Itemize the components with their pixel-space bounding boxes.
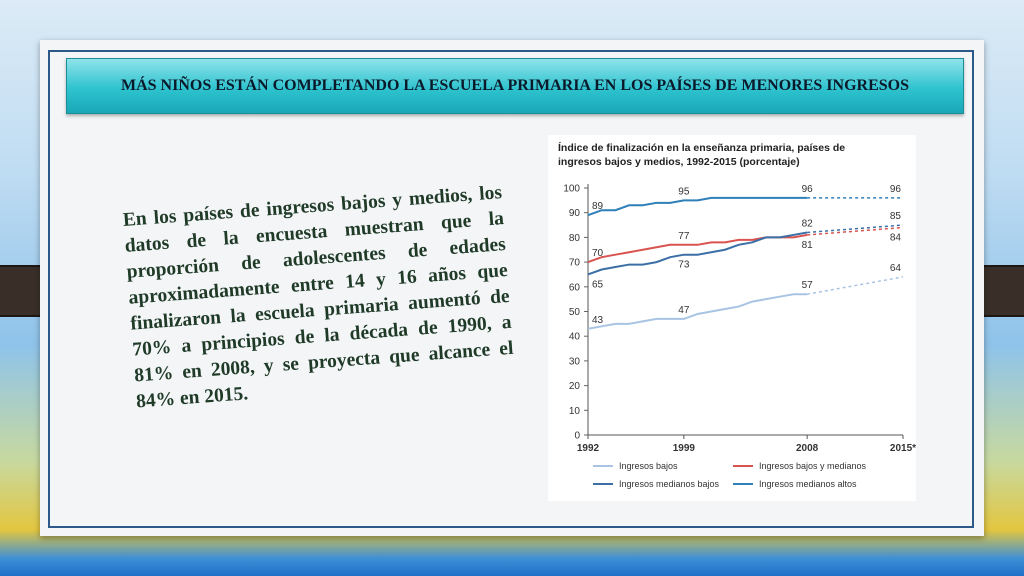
line-chart — [548, 135, 916, 501]
data-label: 65 — [592, 279, 604, 291]
x-tick-label: 2008 — [796, 443, 819, 454]
slide-title: MÁS NIÑOS ESTÁN COMPLETANDO LA ESCUELA PRIMARIA EN LOS PAÍSES DE MENORES INGRESOS — [121, 77, 909, 94]
chart-title-line1: Índice de finalización en la enseñanza primaria, países de — [558, 142, 846, 154]
data-label: 47 — [678, 304, 690, 316]
chart-container — [548, 135, 916, 501]
data-label: 96 — [801, 183, 813, 195]
legend-item: Ingresos bajos y medianos — [759, 461, 867, 471]
data-label: 73 — [678, 259, 690, 271]
chart-title-line2: ingresos bajos y medios, 1992-2015 (porcentaje) — [558, 156, 800, 168]
legend-item: Ingresos bajos — [619, 461, 678, 471]
y-tick-label: 40 — [568, 331, 580, 343]
data-label: 82 — [801, 218, 813, 230]
title-banner — [66, 58, 964, 114]
y-tick-label: 0 — [574, 430, 580, 442]
x-tick-label: 1992 — [576, 443, 600, 454]
data-label: 89 — [592, 201, 604, 213]
y-tick-label: 20 — [568, 381, 580, 393]
data-label: 57 — [801, 280, 813, 292]
y-tick-label: 50 — [568, 307, 580, 318]
data-label: 43 — [592, 314, 604, 326]
data-label: 95 — [678, 186, 690, 198]
data-label: 70 — [592, 248, 604, 260]
y-tick-label: 90 — [568, 208, 580, 220]
series-projection-0 — [807, 277, 903, 294]
series-line-1 — [588, 235, 807, 262]
series-line-3 — [588, 198, 807, 215]
body-paragraph: En los países de ingresos bajos y medios, los datos de la encuesta muestran que la proporción de adolescentes de edades aproximadamente entre 14 y 16 años que finalizaron la escuela primaria aumentó de 70% a principios de la década de 1990, a 81% en 2008, y se proyecta que alcance el 84% en 2015. — [122, 182, 515, 413]
y-tick-label: 100 — [563, 183, 580, 195]
series-line-0 — [588, 294, 807, 329]
data-label: 77 — [678, 230, 690, 242]
data-label: 64 — [889, 262, 901, 274]
slide-panel — [40, 40, 984, 536]
data-label: 85 — [889, 211, 901, 223]
data-label: 84 — [889, 232, 901, 244]
y-tick-label: 80 — [568, 232, 580, 244]
y-tick-label: 30 — [568, 356, 580, 368]
data-label: 81 — [801, 239, 813, 251]
y-tick-label: 70 — [568, 257, 580, 269]
x-tick-label: 1999 — [672, 443, 695, 454]
data-label: 96 — [889, 183, 901, 195]
x-tick-label: 2015* — [889, 443, 916, 454]
y-tick-label: 60 — [568, 282, 580, 294]
legend-item: Ingresos medianos bajos — [619, 479, 720, 489]
legend-item: Ingresos medianos altos — [759, 479, 857, 489]
y-tick-label: 10 — [568, 405, 580, 417]
